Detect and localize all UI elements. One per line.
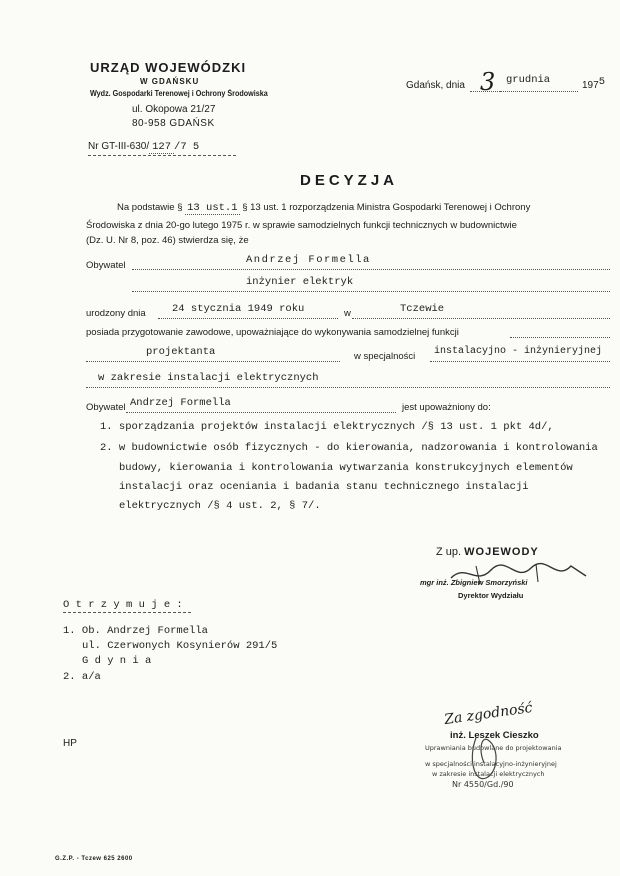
document-heading: DECYZJA — [300, 172, 399, 189]
authorization-item-2: 2. w budownictwie osób fizycznych - do kierowania, nadzorowania i kontrolowania — [100, 442, 598, 454]
specialty-label: w specjalności — [354, 351, 416, 362]
signature-name: mgr inż. Zbigniew Smorzyński — [420, 578, 528, 587]
reference-number — [88, 141, 199, 153]
citizen-profession: inżynier elektryk — [246, 276, 354, 288]
date-year — [582, 76, 605, 92]
basis-line-1 — [117, 202, 530, 214]
certification-line-1: Uprawniania budowlane do projektowania — [425, 744, 562, 752]
authorization-item-2-cont-1: budowy, kierowania i kontrolowania wytwarzania konstrukcyjnych elementów — [119, 462, 573, 474]
reference-prefix: Nr GT-III-630/ — [88, 141, 150, 152]
date-year-prefix: 197 — [582, 80, 599, 91]
basis-line-1-text: § 13 ust. 1 rozporządzenia Ministra Gospodarki Terenowej i Ochrony — [242, 202, 531, 213]
birth-place: Tczewie — [400, 303, 445, 315]
date-place-label: Gdańsk, dnia — [406, 80, 465, 91]
certification-number: Nr 4550/Gd./90 — [452, 780, 514, 789]
reference-number-value: 127 — [149, 141, 174, 154]
recipients-heading: O t r z y m u j e : — [63, 599, 183, 611]
reference-year: /7 5 — [174, 141, 200, 153]
signature-office: WOJEWODY — [464, 546, 539, 558]
qualification-text: posiada przygotowanie zawodowe, upoważniające do wykonywania samodzielnej funkcji — [86, 327, 459, 338]
qualification-function: projektanta — [146, 346, 216, 358]
birth-label: urodzony dnia — [86, 308, 146, 319]
citizen-name: Andrzej Formella — [246, 254, 371, 266]
basis-line-2: Środowiska z dnia 20-go lutego 1975 r. w sprawie samodzielnych funkcji technicznych w budownictwie — [86, 220, 517, 231]
authorization-item-2-cont-2: instalacji oraz oceniania i badania stanu technicznego instalacji — [119, 481, 529, 493]
recipient-line-1: 1. Ob. Andrzej Formella — [63, 625, 208, 637]
specialty-value: instalacyjno - inżynieryjnej — [434, 346, 603, 357]
basis-line-3: (Dz. U. Nr 8, poz. 46) stwierdza się, że — [86, 235, 249, 246]
basis-paragraph-fill: 13 ust.1 — [187, 202, 238, 214]
print-mark: G.Z.P. - Tczew 625 2600 — [55, 856, 133, 862]
authorization-suffix: jest upoważniony do: — [402, 402, 491, 413]
office-street: ul. Okopowa 21/27 — [132, 104, 216, 115]
authorization-item-1: 1. sporządzania projektów instalacji elektrycznych /§ 13 ust. 1 pkt 4d/, — [100, 421, 554, 433]
birth-date: 24 stycznia 1949 roku — [172, 303, 305, 315]
authorization-label: Obywatel — [86, 402, 126, 413]
certification-line-2: w specjalności instalacyjno-inżynieryjnej — [425, 760, 557, 768]
date-month: grudnia — [506, 74, 551, 86]
authorization-item-2-cont-3: elektrycznych /§ 4 ust. 2, § 7/. — [119, 500, 321, 512]
date-day: 3 — [480, 68, 496, 96]
certification-signature — [466, 728, 506, 788]
birth-place-label: w — [344, 308, 351, 319]
office-department: Wydz. Gospodarki Terenowej i Ochrony Środowiska — [90, 89, 268, 98]
basis-line-1-prefix: Na podstawie § — [117, 202, 183, 213]
certification-line-3: w zakresie instalacji elektrycznych — [432, 770, 545, 778]
authorization-name: Andrzej Formella — [130, 397, 231, 409]
qualification-scope: w zakresie instalacji elektrycznych — [98, 372, 319, 384]
recipient-line-2: ul. Czerwonych Kosynierów 291/5 — [82, 640, 278, 652]
recipient-line-3: G d y n i a — [82, 655, 152, 667]
date-year-suffix: 5 — [598, 76, 605, 88]
office-title: URZĄD WOJEWÓDZKI — [90, 60, 247, 75]
certification-handwritten: Za zgodność — [443, 699, 534, 729]
certification-name: inż. Leszek Cieszko — [450, 730, 539, 741]
signature-title — [436, 546, 539, 558]
initials: HP — [63, 738, 77, 749]
signature-role: Dyrektor Wydziału — [458, 591, 524, 600]
citizen-label: Obywatel — [86, 260, 126, 271]
office-postal: 80-958 GDAŃSK — [132, 118, 215, 129]
office-city: W GDAŃSKU — [140, 77, 200, 86]
signature-prefix: Z up. — [436, 546, 462, 558]
recipient-line-4: 2. a/a — [63, 671, 101, 683]
